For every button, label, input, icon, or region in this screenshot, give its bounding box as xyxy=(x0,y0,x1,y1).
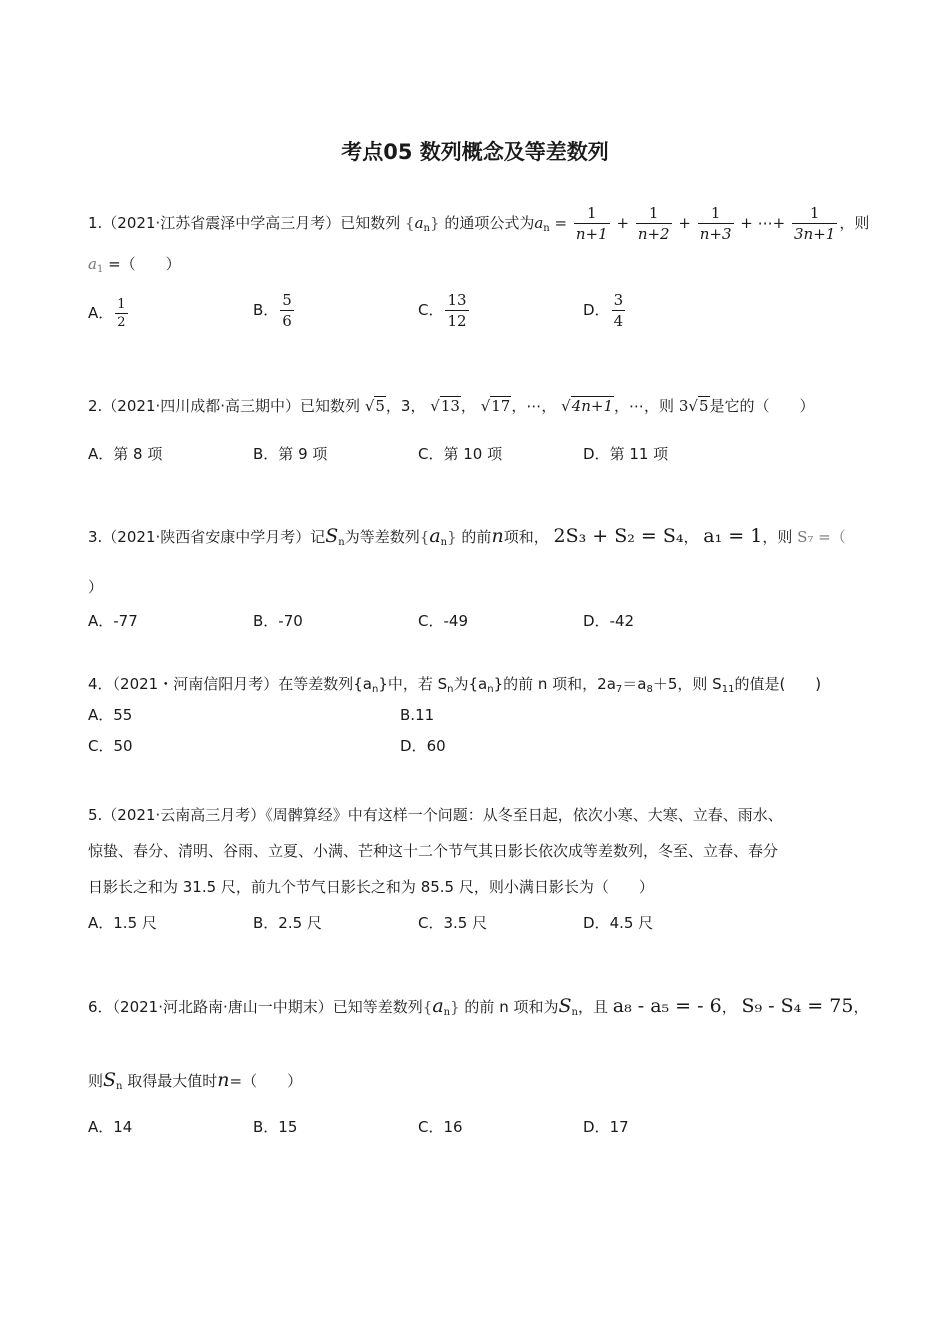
q1-frac-3: $\frac{1}{n+3}$ xyxy=(699,204,732,243)
q6-option-a[interactable]: A．14 xyxy=(88,1118,133,1136)
question-1-ask: $a_1$ =（ ） xyxy=(88,255,181,275)
q2-option-c[interactable]: C．第 10 项 xyxy=(418,445,503,463)
question-3-close: ） xyxy=(88,578,104,596)
q1-brace-open: { xyxy=(405,214,415,232)
q6-condition-2: S₉ - S₄ = 75 xyxy=(741,995,854,1017)
q6-condition-1: a₈ - a₅ = - 6 xyxy=(612,995,722,1017)
q3-condition-2: a₁ = 1 xyxy=(703,525,763,547)
q1-an-var: a xyxy=(534,214,544,232)
q1-option-d[interactable]: D． $\frac{3}{4}$ xyxy=(583,291,624,330)
q5-option-c[interactable]: C．3.5 尺 xyxy=(418,914,488,932)
q3-condition-1: 2S₃ + S₂ = S₄ xyxy=(553,525,684,547)
q5-option-a[interactable]: A．1.5 尺 xyxy=(88,914,157,932)
q1-eq: = xyxy=(554,214,568,232)
q3-option-b[interactable]: B．-70 xyxy=(253,612,303,630)
question-3-stem: 3.（2021·陕西省安康中学月考）记$S_n$为等差数列$\{a_n\}$ 的前n项和， 2S₃ + S₂ = S₄， a₁ = 1，则 S₇ =（ xyxy=(88,525,846,548)
sqrt-5: √5 xyxy=(364,397,385,415)
q6-option-d[interactable]: D．17 xyxy=(583,1118,629,1136)
question-5-line-3: 日影长之和为 31.5 尺，前九个节气日影长之和为 85.5 尺，则小满日影长为（ ） xyxy=(88,878,654,896)
q1-frac-2: $\frac{1}{n+2}$ xyxy=(637,204,670,243)
q1-option-a[interactable]: A． $\frac{1}{2}$ xyxy=(88,297,126,330)
q3-option-d[interactable]: D．-42 xyxy=(583,612,635,630)
q4-option-c[interactable]: C．50 xyxy=(88,737,133,755)
q1-seq-sub: n xyxy=(423,223,430,234)
q1-brace-close: } xyxy=(430,214,440,232)
question-1-stem: 1.（2021·江苏省震泽中学高三月考）已知数列 $\{a_n\}$ 的通项公式为$a_n$ = $\frac{1}{n+1}$ + $\frac{1}{n+2}$ + $\frac{1}{n+3}$ + ⋯+ $\frac{1}{3n+1}$ ，则 xyxy=(88,204,870,243)
q4-option-d[interactable]: D．60 xyxy=(400,737,446,755)
question-5-line-2: 惊蛰、春分、清明、谷雨、立夏、小满、芒种这十二个节气其日影长依次成等差数列，冬至、立春、春分 xyxy=(88,842,779,860)
q1-frac-4: $\frac{1}{3n+1}$ xyxy=(793,204,836,243)
q5-option-d[interactable]: D．4.5 尺 xyxy=(583,914,654,932)
q1-an-sub: n xyxy=(543,223,550,234)
q4-option-b[interactable]: B.11 xyxy=(400,706,435,724)
question-6-stem: 6．（2021·河北路南·唐山一中期末）已知等差数列$\{a_n\}$ 的前 n 项和为$S_n$，且 a₈ - a₅ = - 6， S₉ - S₄ = 75， xyxy=(88,995,869,1018)
q1-dots: + ⋯+ xyxy=(740,214,786,232)
sqrt-13: √13 xyxy=(430,397,460,415)
q1-ask-tail: =（ ） xyxy=(108,255,181,273)
q6-option-b[interactable]: B．15 xyxy=(253,1118,298,1136)
question-5-line-1: 5.（2021·云南高三月考）《周髀算经》中有这样一个问题：从冬至日起，依次小寒、大寒、立春、雨水、 xyxy=(88,806,783,824)
q4-option-a[interactable]: A．55 xyxy=(88,706,133,724)
question-6-line-2: 则$S_n$ 取得最大值时n=（ ） xyxy=(88,1069,303,1092)
q1-seq-var: a xyxy=(414,214,424,232)
sqrt-5-b: √5 xyxy=(688,397,709,415)
q2-option-a[interactable]: A．第 8 项 xyxy=(88,445,163,463)
page-title: 考点05 数列概念及等差数列 xyxy=(341,140,609,164)
q1-tail: ，则 xyxy=(839,214,870,232)
q3-option-c[interactable]: C．-49 xyxy=(418,612,468,630)
q2-option-b[interactable]: B．第 9 项 xyxy=(253,445,328,463)
q1-mid: 的通项公式为 xyxy=(444,214,535,232)
q6-option-c[interactable]: C．16 xyxy=(418,1118,463,1136)
q1-option-c[interactable]: C． $\frac{13}{12}$ xyxy=(418,291,467,330)
q2-option-d[interactable]: D．第 11 项 xyxy=(583,445,669,463)
q3-ask: S₇ =（ xyxy=(797,528,846,546)
q3-option-a[interactable]: A．-77 xyxy=(88,612,138,630)
sqrt-4n-plus-1: √4n+1 xyxy=(561,397,614,415)
question-2-stem: 2.（2021·四川成都·高三期中）已知数列 √5，3， √13， √17，⋯， √4n+1，⋯，则 3√5是它的（ ） xyxy=(88,397,815,415)
q1-frac-1: $\frac{1}{n+1}$ xyxy=(575,204,608,243)
sqrt-17: √17 xyxy=(480,397,511,415)
q5-option-b[interactable]: B．2.5 尺 xyxy=(253,914,322,932)
question-4-stem: 4．（2021・河南信阳月考）在等差数列$\{a_n\}$中，若 $S_n$为$\{a_n\}$的前 n 项和，$2a_7=a_8+5$，则 $S_{11}$的值是( ) xyxy=(88,675,822,695)
q1-head: 1.（2021·江苏省震泽中学高三月考）已知数列 xyxy=(88,214,401,232)
q1-option-b[interactable]: B． $\frac{5}{6}$ xyxy=(253,291,292,330)
